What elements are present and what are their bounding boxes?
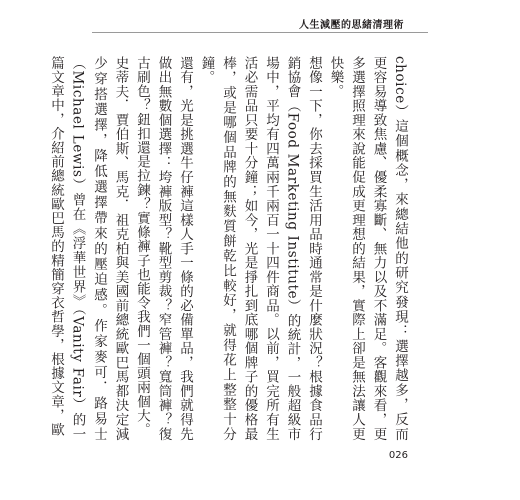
running-header: 人生減壓的思緒清理術 [299, 20, 404, 31]
paragraph: 想像一下，你去採買生活用品時通常是什麼狀況？根據食品行銷協會（Food Marketing Institute）的統計，一般超級市場中，平均有四萬兩千兩百一十四件商品。以前，買完所有生活必需品只要十分鐘；如今，光是掙扎到底哪個牌子的優格最棒，或是哪個品牌的無麩質餅乾比較好，就得花上整整十分鐘。 [198, 56, 322, 441]
paragraph: 還有，光是挑選牛仔褲這樣人手一條的必備單品，我們就得先做出無數個選擇：垮褲版型？靴型剪裁？窄管褲？寬筒褲？復古刷色？鈕扣還是拉鍊？實條褲子也能令我們一個頭兩個大。 [134, 56, 193, 441]
header-rule [92, 32, 428, 33]
page-number: 026 [388, 450, 408, 461]
body-text [48, 56, 410, 441]
paragraph: 史蒂夫．賈伯斯、馬克．祖克柏與美國前總統歐巴馬都決定減少穿搭選擇，降低選擇帶來的壓迫感。作家麥可．路易士（Michael Lewis）曾在《浮華世界》（Vanity Fair）的一篇文章中，介紹前總統歐巴馬的精簡穿衣哲學，根據文章，歐 [48, 56, 129, 441]
paragraph: choice）這個概念，來總結他的研究發現：選擇越多，反而更容易導致焦慮、優柔寡斷、無力以及不滿足。客觀來看，更多選擇照理來說能促成更理想的結果，實際上卻是無法讓人更快樂。 [327, 56, 408, 441]
